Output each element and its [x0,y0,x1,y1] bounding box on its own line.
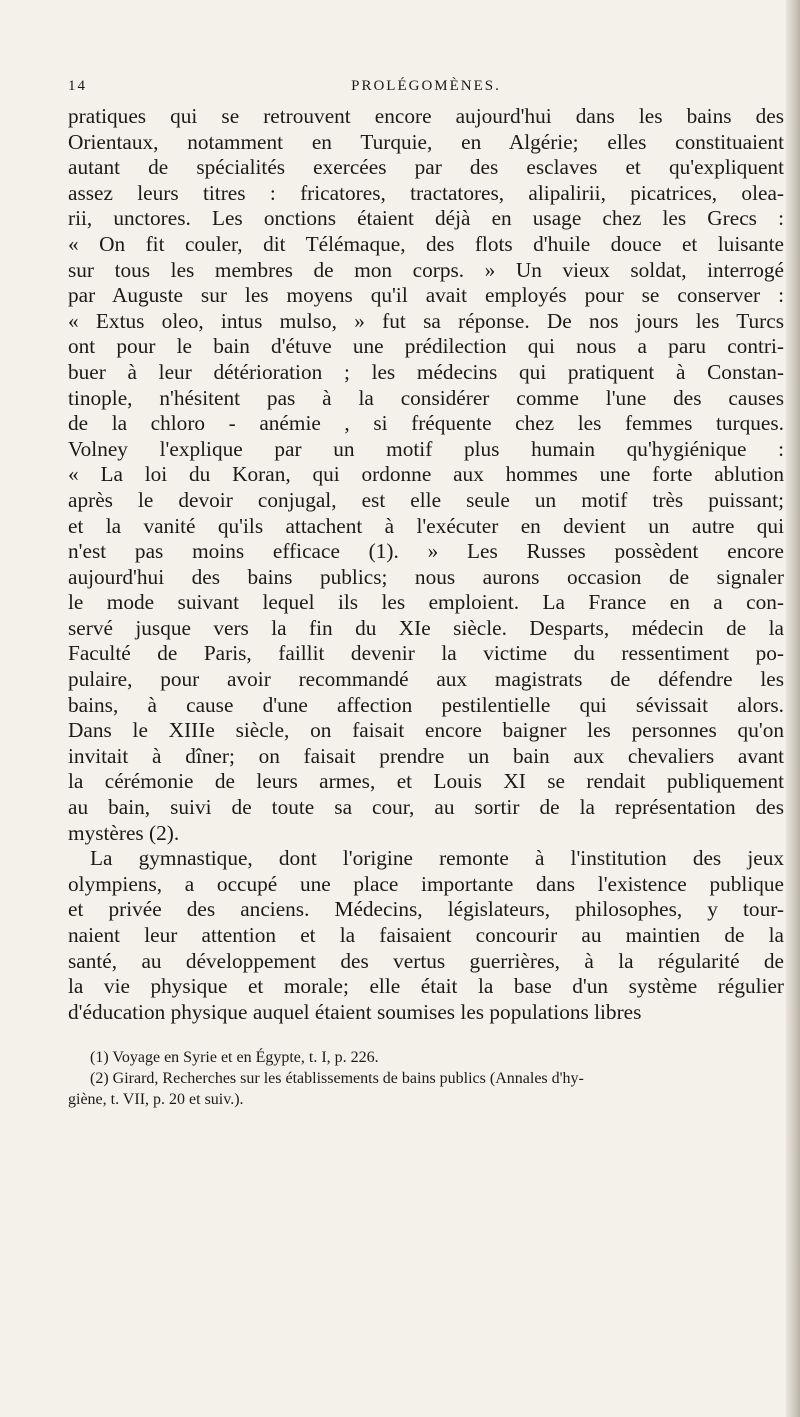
text-line: servé jusque vers la fin du XIe siècle. Desparts, médecin de la [68,615,784,640]
text-line: naient leur attention et la faisaient concourir au maintien de la [68,923,784,947]
text-line: pulaire, pour avoir recommandé aux magistrats de défendre les [68,667,784,692]
running-title: PROLÉGOMÈNES. [351,78,501,94]
text-line: la cérémonie de leurs armes, et Louis XI se rendait publiquement [68,769,784,794]
text-line: d'éducation physique auquel étaient soumises les populations libres [68,999,642,1024]
text-line: « Extus oleo, intus mulso, » fut sa réponse. De nos jours les Turcs [68,308,784,333]
body-text [68,104,784,1025]
text-line: ont pour le bain d'étuve une prédilection qui nous a paru contri- [68,334,784,359]
text-line: mystères (2). [68,820,180,845]
page-number: 14 [68,78,87,94]
text-line: Volney l'explique par un motif plus humain qu'hygiénique : [68,436,784,461]
text-line: autant de spécialités exercées par des esclaves et qu'expliquent [68,155,784,180]
text-line: de la chloro - anémie , si fréquente chez les femmes turques. [68,411,784,436]
paragraph-1 [68,104,784,846]
text-line: n'est pas moins efficace (1). » Les Russes possèdent encore [68,539,784,564]
text-line: bains, à cause d'une affection pestilentielle qui sévissait alors. [68,692,784,717]
text-line: par Auguste sur les moyens qu'il avait employés pour se conserver : [68,283,784,308]
text-line: Faculté de Paris, faillit devenir la victime du ressentiment po- [68,641,784,666]
page-edge [786,0,800,1417]
text-line: tinople, n'hésitent pas à la considérer comme l'une des causes [68,385,784,410]
text-line: « On fit couler, dit Télémaque, des flots d'huile douce et luisante [68,231,784,256]
text-line: Orientaux, notamment en Turquie, en Algérie; elles constituaient [68,129,784,154]
text-line: buer à leur détérioration ; les médecins qui pratiquent à Constan- [68,359,784,384]
text-line: « La loi du Koran, qui ordonne aux hommes une forte ablution [68,462,784,487]
text-line: et privée des anciens. Médecins, législateurs, philosophes, y tour- [68,897,784,922]
text-line: au bain, suivi de toute sa cour, au sortir de la représentation des [68,795,784,820]
paragraph-2 [68,846,784,1025]
text-line: aujourd'hui des bains publics; nous aurons occasion de signaler [68,564,784,589]
footnote-2-continued: giène, t. VII, p. 20 et suiv.). [68,1091,244,1109]
text-line: olympiens, a occupé une place importante dans l'existence publique [68,871,784,896]
footnote-2: (2) Girard, Recherches sur les établissements de bains publics (Annales d'hy- [90,1070,584,1088]
running-header [68,78,784,104]
text-line: la vie physique et morale; elle était la base d'un système régulier [68,974,784,999]
text-line: sur tous les membres de mon corps. » Un vieux soldat, interrogé [68,257,784,282]
text-line: pratiques qui se retrouvent encore aujourd'hui dans les bains des [68,104,784,128]
text-line: le mode suivant lequel ils les emploient. La France en a con- [68,590,784,615]
text-line: rii, unctores. Les onctions étaient déjà en usage chez les Grecs : [68,206,784,231]
footnote-1: (1) Voyage en Syrie et en Égypte, t. I, p. 226. [90,1049,379,1067]
book-page [68,78,784,1110]
text-line: et la vanité qu'ils attachent à l'exécuter en devient un autre qui [68,513,784,538]
text-line: assez leurs titres : fricatores, tractatores, alipalirii, picatrices, olea- [68,180,784,205]
text-line: Dans le XIIIe siècle, on faisait encore baigner les personnes qu'on [68,718,784,743]
text-line: santé, au développement des vertus guerrières, à la régularité de [68,948,784,973]
text-line: invitait à dîner; on faisait prendre un bain aux chevaliers avant [68,743,784,768]
text-line: après le devoir conjugal, est elle seule un motif très puissant; [68,487,784,512]
text-line: La gymnastique, dont l'origine remonte à l'institution des jeux [90,846,784,871]
footnotes [68,1047,784,1110]
